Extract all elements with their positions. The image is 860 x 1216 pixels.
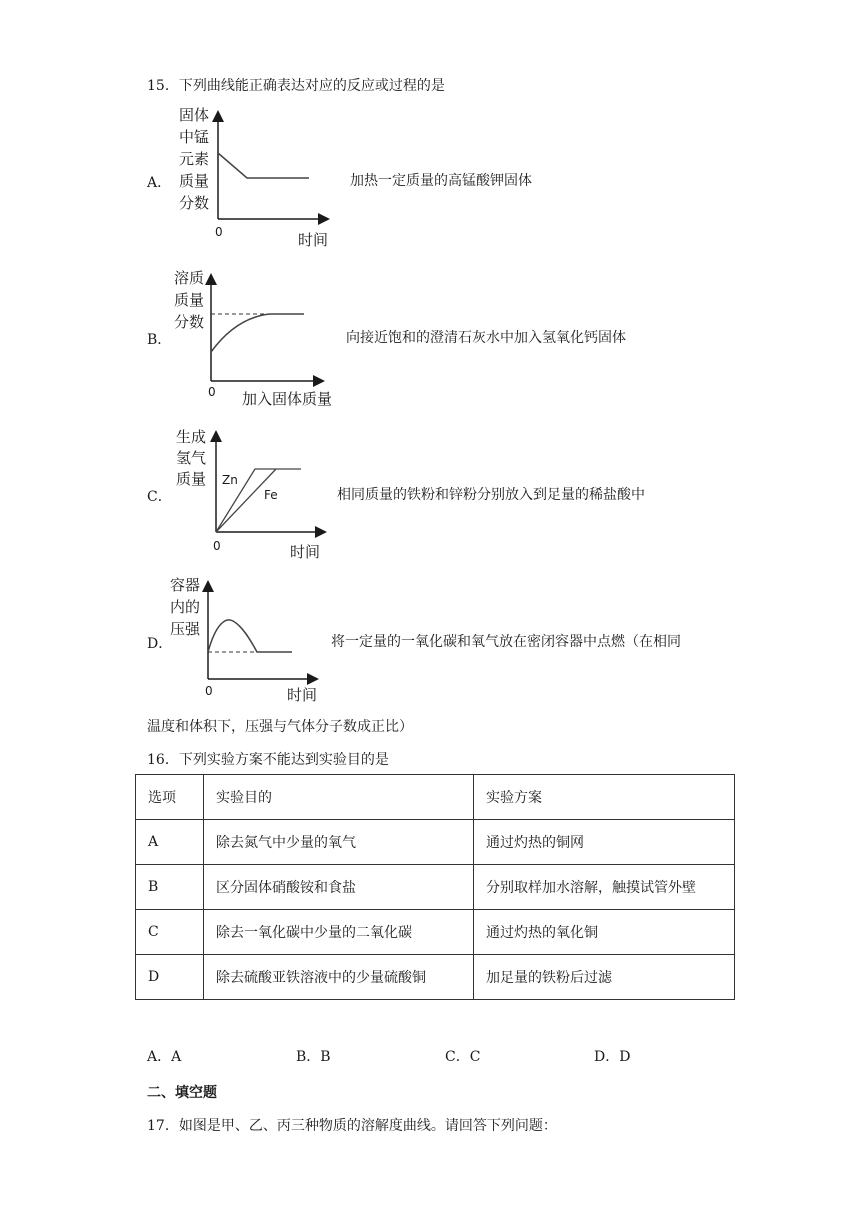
graph-d-ylabel-3: 压强 bbox=[170, 620, 201, 638]
header-purpose: 实验目的 bbox=[204, 775, 474, 820]
row-plan: 通过灼热的铜网 bbox=[474, 820, 735, 865]
option-b-letter: B． bbox=[147, 332, 172, 348]
table-row bbox=[136, 910, 735, 955]
table-header-row bbox=[136, 775, 735, 820]
graph-b-ylabel-1: 溶质 bbox=[174, 269, 205, 287]
question-15-stem: 15．下列曲线能正确表达对应的反应或过程的是 bbox=[147, 78, 445, 94]
row-option: C bbox=[136, 910, 204, 955]
graph-b-ylabel-3: 分数 bbox=[174, 313, 205, 331]
graph-d-xlabel: 时间 bbox=[287, 686, 318, 704]
row-plan: 通过灼热的氧化铜 bbox=[474, 910, 735, 955]
answer-choice-a: A．A bbox=[147, 1049, 182, 1065]
graph-d-ylabel-2: 内的 bbox=[170, 598, 201, 616]
graph-a-origin: 0 bbox=[215, 225, 223, 239]
question-17-stem: 17．如图是甲、乙、丙三种物质的溶解度曲线。请回答下列问题： bbox=[147, 1118, 557, 1134]
row-purpose: 除去氮气中少量的氧气 bbox=[204, 820, 474, 865]
question-16-stem: 16．下列实验方案不能达到实验目的是 bbox=[147, 752, 389, 768]
graph-c-origin: 0 bbox=[213, 539, 221, 553]
answer-choice-b: B．B bbox=[296, 1049, 331, 1065]
option-a-letter: A． bbox=[147, 175, 172, 191]
graph-a-ylabel-4: 质量 bbox=[179, 172, 210, 190]
table-row bbox=[136, 865, 735, 910]
graph-a-ylabel-3: 元素 bbox=[179, 150, 210, 168]
table-row bbox=[136, 820, 735, 865]
graph-b bbox=[170, 266, 345, 408]
answer-choice-d: D．D bbox=[594, 1049, 631, 1065]
graph-a-ylabel-2: 中锰 bbox=[179, 128, 210, 146]
graph-a-xlabel: 时间 bbox=[298, 231, 329, 249]
option-a-desc: 加热一定质量的高锰酸钾固体 bbox=[350, 173, 532, 189]
row-option: D bbox=[136, 955, 204, 1000]
graph-b-xlabel: 加入固体质量 bbox=[242, 390, 333, 408]
graph-b-curve bbox=[211, 314, 304, 352]
graph-d-origin: 0 bbox=[205, 684, 213, 698]
row-plan: 分别取样加水溶解，触摸试管外壁 bbox=[474, 865, 735, 910]
option-c-letter: C． bbox=[147, 489, 172, 505]
header-option: 选项 bbox=[136, 775, 204, 820]
graph-a-curve bbox=[218, 153, 309, 178]
row-plan: 加足量的铁粉后过滤 bbox=[474, 955, 735, 1000]
row-option: A bbox=[136, 820, 204, 865]
graph-c-ylabel-2: 氢气 bbox=[176, 449, 207, 467]
option-c-desc: 相同质量的铁粉和锌粉分别放入到足量的稀盐酸中 bbox=[337, 487, 645, 503]
option-b-desc: 向接近饱和的澄清石灰水中加入氢氧化钙固体 bbox=[346, 330, 626, 346]
graph-c-ylabel-3: 质量 bbox=[176, 470, 207, 488]
graph-c-zn-label: Zn bbox=[222, 473, 238, 487]
graph-c-fe-label: Fe bbox=[264, 488, 278, 502]
experiment-table bbox=[135, 774, 735, 1000]
option-d-letter: D． bbox=[147, 636, 173, 652]
answer-choice-c: C．C bbox=[445, 1049, 481, 1065]
graph-b-origin: 0 bbox=[208, 385, 216, 399]
graph-a-ylabel-1: 固体 bbox=[179, 106, 210, 124]
graph-c-ylabel-1: 生成 bbox=[176, 428, 207, 446]
graph-d-ylabel-1: 容器 bbox=[170, 576, 201, 594]
section-heading: 二、填空题 bbox=[147, 1085, 217, 1101]
option-d-desc: 将一定量的一氧化碳和氧气放在密闭容器中点燃（在相同 bbox=[331, 634, 681, 650]
table-row bbox=[136, 955, 735, 1000]
graph-a-ylabel-5: 分数 bbox=[179, 194, 210, 212]
graph-b-ylabel-2: 质量 bbox=[174, 291, 205, 309]
row-purpose: 除去一氧化碳中少量的二氧化碳 bbox=[204, 910, 474, 955]
graph-d-curve bbox=[208, 620, 292, 652]
graph-c-xlabel: 时间 bbox=[290, 543, 321, 561]
row-purpose: 区分固体硝酸铵和食盐 bbox=[204, 865, 474, 910]
graph-c bbox=[172, 426, 337, 563]
row-purpose: 除去硫酸亚铁溶液中的少量硫酸铜 bbox=[204, 955, 474, 1000]
option-d-desc-continued: 温度和体积下，压强与气体分子数成正比） bbox=[147, 719, 413, 735]
row-option: B bbox=[136, 865, 204, 910]
graph-d bbox=[168, 573, 338, 705]
header-plan: 实验方案 bbox=[474, 775, 735, 820]
graph-a bbox=[175, 103, 340, 248]
